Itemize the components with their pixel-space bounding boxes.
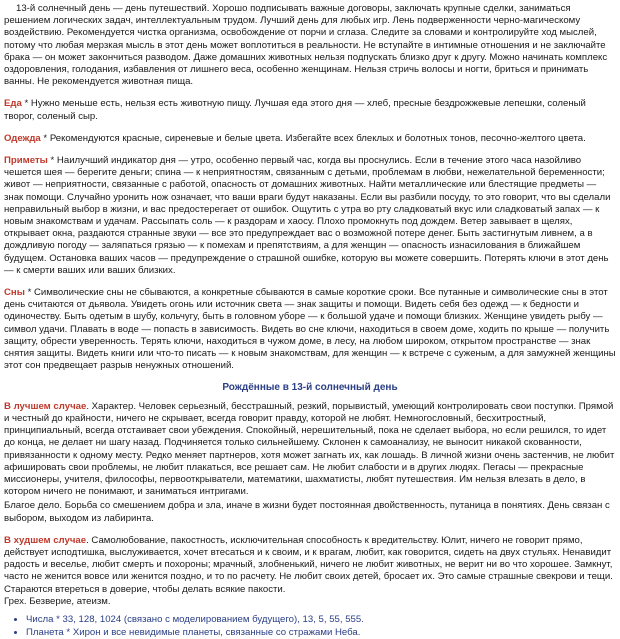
list-item-numbers: • Числа * 33, 128, 1024 (связано с моделированием будущего), 13, 5, 55, 555. [26,614,616,626]
worst-case-label: В худшем случае [4,534,87,546]
omens-label: Приметы [4,155,48,167]
intro-paragraph: 13-й солнечный день — день путешествий. Хорошо подписывать важные договоры, заключать крупные сделки, заниматься решением логических задач, интеллектуальным трудом. Лучший день для любых игр. Лень подверженности черно-магическому воздействию. Рекомендуется чистка организма, освобождение от порчи и сглаза. Следите за словами и контролируйте ход мыслей, потому что любая мерзкая мысль в этот день может воплотиться в реальности. Не вступайте в интимные отношения и не заключайте брака — он может закончиться разводом. Даже домашних животных нельзя подпускать близко друг к другу. Можно начинать комплекс оздоровления, голодания, избавления от лишнего веса, особенно женщинам. Нельзя стричь волосы и ногти, бриться и принимать ванны. Не рекомендуется животная пища. [4,3,608,88]
best-case-section [4,401,616,499]
best-case-extra: Благое дело. Борьба со смешением добра и зла, иначе в жизни будет постоянная двойственность, путаница в понятиях. День связан с выбором, выходом из лабиринта. [4,500,610,524]
sin-line: Грех. Безверие, атеизм. [4,595,111,607]
food-section [4,98,616,122]
omens-section [4,155,616,277]
list-item-planet: • Планета * Хирон и все невидимые планеты, связанные со стражами Неба. [26,627,616,639]
worst-case-section [4,535,616,596]
best-case-text: . Характер. Человек серьезный, бесстрашный, резкий, порывистый, умеющий контролировать свои поступки. Прямой и честный до крайности, ничего не скрывает, всегда говорит правду, которой не любят. Немногословный, бесхитростный, принципиальный, всегда отстаивает свои убеждения. Спокойный, нерешительный, пока не сделает выбора, но если решился, то идет до конца, не делает ни шагу назад. Подчиняется только сильнейшему. Склонен к самоанализу, не выносит никакой скованности, привязанности к одному месту. Редко меняет партнеров, хотя может загнать их, как лошадь. В личной жизни очень застенчив, не любит афишировать свои проблемы, не любит плакаться, все решает сам. Не любит слабости и в других людях. Пегасы — прекрасные миссионеры, учителя, философы, первооткрыватели, математики, шахматисты, любят путешествия. Им нельзя влезать в дело, в котором ничего не понимают, и заниматься интригами. [4,400,615,498]
dreams-label: Сны [4,287,25,299]
facts-list [4,614,616,639]
dreams-section [4,287,616,372]
birth-heading: Рождённые в 13-й солнечный день [222,382,398,394]
clothing-text: * Рекомендуются красные, сиреневые и белые цвета. Избегайте всех блеклых и болотных тонов, песочно-желтого цвета. [40,132,586,144]
worst-case-text: . Самолюбование, пакостность, исключительная способность к вредительству. Юлит, ничего не говорит прямо, действует исподтишка, выслуживается, хочет втесаться и к своим, и к врагам, любит, как говорится, сидеть на двух стульях. Ненавидит радость и веселье, любит смерть и похороны; мрачный, злобненький, ничего не любит животных, не верит ни во что хорошее. Замкнут, часто не женится вовсе или женится поздно, и то по расчету. Не любит своих детей, бросает их. Это самые страшные свекрови и тещи. Стараются втереться в доверие, чтобы делать всякие пакости. [4,534,613,595]
dreams-text: * Символические сны не сбываются, а конкретные сбываются в самые короткие сроки. Все путанные и символические сны в этот день считаются от дьявола. Увидеть огонь или источник света — знак защиты и помощи. Видеть себя без одежд — к бедности и одиночеству. Быть одетым в шубу, кольчугу, быть в головном уборе — к большой удаче и помощи близких. Женщине увидеть рыбу — символ удачи. Плавать в воде — попасть в зависимость. Видеть во сне ключи, находиться в своем доме, ходить по крыше — получить защиту, обрести уверенность. Терять ключи, находиться в чужом доме, в лесу, на любом широком, открытом пространстве — знак снятия защиты. Видеть книги или что-то писать — к новым знакомствам, для женщин — к встрече с суженым, а для замужней женщины этот сон предвещает разрыв ненужных отношений. [4,287,616,372]
food-text: * Нужно меньше есть, нельзя есть животную пищу. Лучшая еда этого дня — хлеб, пресные бездрожжевые лепешки, соленый творог, соленый сыр. [4,98,586,122]
food-label: Еда [4,98,22,110]
omens-text: * Наилучший индикатор дня — утро, особенно первый час, когда вы проснулись. Если в течение этого часа назойливо чешется шея — берегите деньги; спина — к неприятностям, связанным с детьми, проблемам в любви, нежелательной беременности; живот — неприятности, связанные с работой, опасность от домашних животных. Найти металлические или блестящие предметы — знак помощи. Случайно уронить нож означает, что ваши враги будут наказаны. Если вы разбили посуду, то это говорит, что вы сделали неправильный выбор в жизни, и вас предостерегает от ошибок. Ощутить с утра во рту сладковатый вкус или сладковатый запах — к новым знакомствам и удачам. Рассыпать соль — к раздорам и хаосу. Плохо промокнуть под дождем. Ветер завывает в щелях, открывает окна, раздаются странные звуки — все это предупреждает вас о возможной потере денег. Быть застигнутым ливнем, а в дождливую погоду — заляпаться грязью — к помехам и препятствиям, а для женщин — опасность изнасилования в ближайшем будущем. Остановка ваших часов — предупреждение о страшной ошибке, которую вы можете совершить. Потерять ключи в этот день — к смерти ваших или ваших близких. [4,155,611,276]
best-case-label: В лучшем случае [4,400,87,412]
clothing-section [4,133,616,145]
clothing-label: Одежда [4,132,41,144]
